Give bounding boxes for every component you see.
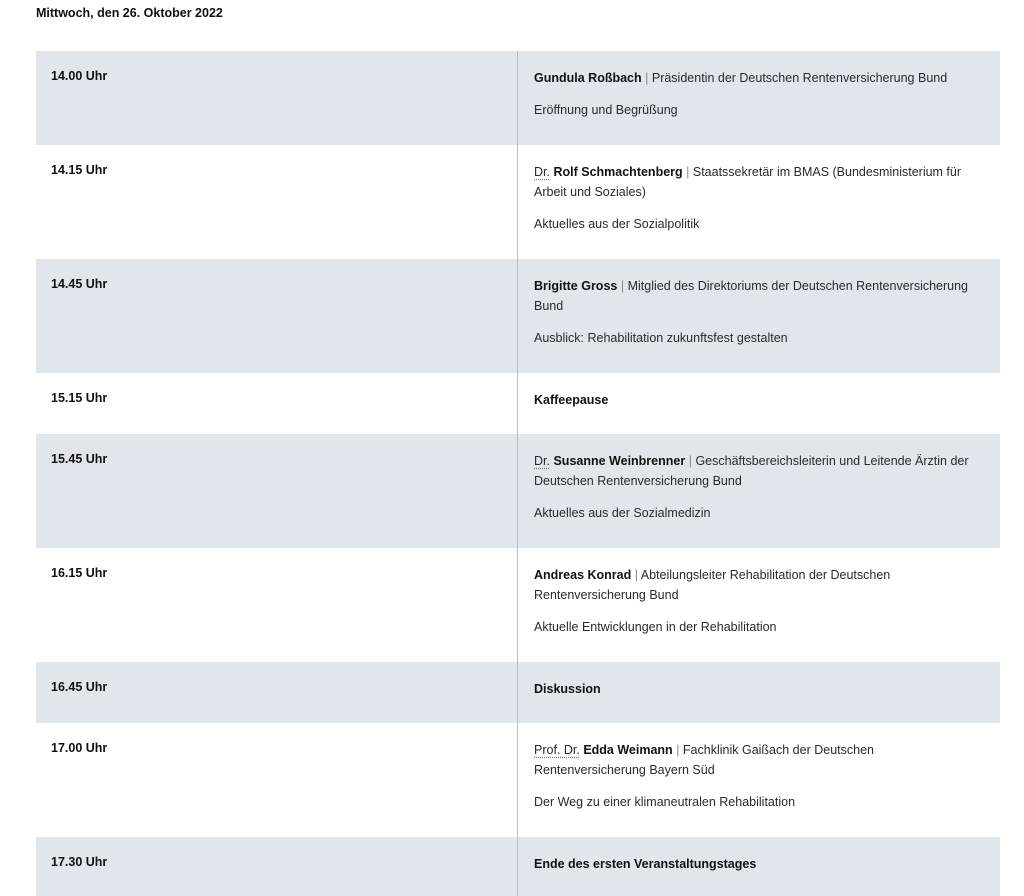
- time-cell: 17.30 Uhr: [51, 855, 108, 869]
- talk-topic: Der Weg zu einer klimaneutralen Rehabilitation: [534, 795, 796, 809]
- time-cell: 17.00 Uhr: [51, 741, 108, 755]
- session-title: Kaffeepause: [534, 393, 609, 407]
- speaker-role: Geschäftsbereichsleiterin und Leitende Ärztin der Deutschen Rentenversicherung Bund: [534, 454, 969, 488]
- talk-topic: Aktuelles aus der Sozialmedizin: [534, 506, 711, 520]
- speaker-name: Susanne Weinbrenner: [553, 454, 686, 468]
- speaker-line: [534, 68, 986, 88]
- speaker-line: [534, 162, 986, 202]
- speaker-line: [534, 740, 986, 780]
- separator: |: [620, 279, 625, 293]
- time-cell: 16.15 Uhr: [51, 566, 108, 580]
- table-row: [36, 548, 1000, 662]
- talk-topic: Aktuelles aus der Sozialpolitik: [534, 217, 700, 231]
- talk-topic: Ausblick: Rehabilitation zukunftsfest gestalten: [534, 331, 788, 345]
- info-cell: [517, 434, 1000, 548]
- time-cell: 16.45 Uhr: [51, 680, 108, 694]
- info-cell: [517, 51, 1000, 145]
- separator: |: [634, 568, 638, 582]
- separator: |: [645, 71, 649, 85]
- info-cell: [517, 662, 1000, 723]
- speaker-role: Fachklinik Gaißach der Deutschen Rentenversicherung Bayern Süd: [534, 743, 874, 777]
- separator: |: [686, 165, 690, 179]
- speaker-role: Mitglied des Direktoriums der Deutschen Rentenversicherung Bund: [534, 279, 969, 313]
- time-cell: 15.15 Uhr: [51, 391, 108, 405]
- info-cell: [517, 723, 1000, 837]
- speaker-name: Brigitte Gross: [534, 279, 618, 293]
- speaker-name: Edda Weimann: [583, 743, 673, 757]
- table-row: [36, 259, 1000, 373]
- table-row: [36, 662, 1000, 723]
- session-title: Diskussion: [534, 682, 601, 696]
- table-row: [36, 51, 1000, 145]
- speaker-line: [534, 276, 986, 316]
- table-row: [36, 434, 1000, 548]
- speaker-role: Abteilungsleiter Rehabilitation der Deutschen Rentenversicherung Bund: [534, 568, 891, 602]
- date-heading: Mittwoch, den 26. Oktober 2022: [36, 6, 223, 20]
- talk-topic: Eröffnung und Begrüßung: [534, 103, 678, 117]
- table-row: [36, 373, 1000, 434]
- speaker-line: [534, 451, 986, 491]
- schedule-table: [36, 51, 1000, 896]
- speaker-line: [534, 565, 986, 605]
- info-cell: [517, 259, 1000, 373]
- time-cell: 15.45 Uhr: [51, 452, 108, 466]
- info-cell: [517, 837, 1000, 896]
- time-cell: 14.15 Uhr: [51, 163, 108, 177]
- speaker-name: Rolf Schmachtenberg: [553, 165, 683, 179]
- info-cell: [517, 145, 1000, 259]
- info-cell: [517, 373, 1000, 434]
- table-row: [36, 145, 1000, 259]
- speaker-role: Staatssekretär im BMAS (Bundesministerium für Arbeit und Soziales): [534, 165, 962, 199]
- speaker-name: Andreas Konrad: [534, 568, 632, 582]
- separator: |: [688, 454, 692, 468]
- table-row: [36, 723, 1000, 837]
- talk-topic: Aktuelle Entwicklungen in der Rehabilitation: [534, 620, 777, 634]
- academic-title[interactable]: Dr.: [534, 165, 550, 179]
- time-cell: 14.00 Uhr: [51, 69, 108, 83]
- speaker-name: Gundula Roßbach: [534, 71, 642, 85]
- table-row: [36, 837, 1000, 896]
- separator: |: [676, 743, 680, 757]
- info-cell: [517, 548, 1000, 662]
- speaker-role: Präsidentin der Deutschen Rentenversicherung Bund: [651, 71, 948, 85]
- time-cell: 14.45 Uhr: [51, 277, 108, 291]
- session-title: Ende des ersten Veranstaltungstages: [534, 857, 757, 871]
- academic-title[interactable]: Dr.: [534, 454, 550, 468]
- academic-title[interactable]: Prof. Dr.: [534, 743, 580, 757]
